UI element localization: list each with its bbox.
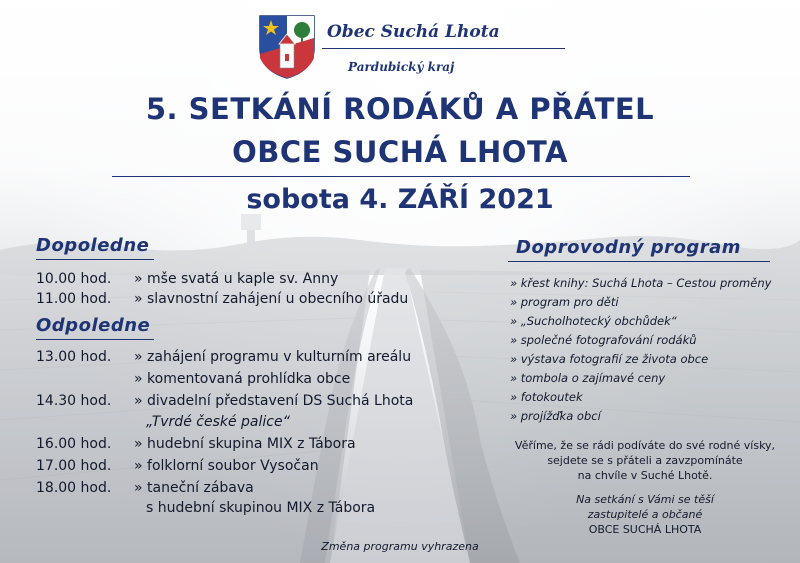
schedule-text: » divadelní představení DS Suchá Lhota bbox=[134, 393, 414, 409]
schedule-row bbox=[36, 393, 414, 409]
schedule-time: 13.00 hod. bbox=[36, 349, 112, 365]
schedule-text: „Tvrdé české palice“ bbox=[146, 414, 290, 430]
schedule-time: 17.00 hod. bbox=[36, 458, 112, 474]
accompanying-item: » tombola o zajímavé ceny bbox=[510, 371, 666, 385]
accompanying-heading-underline bbox=[508, 261, 770, 262]
event-title-line1: 5. SETKÁNÍ RODÁKŮ A PŘÁTEL bbox=[145, 92, 655, 126]
invitation-line: sejdete se s přáteli a zavzpomínáte bbox=[547, 454, 743, 467]
accompanying-item: » křest knihy: Suchá Lhota – Cestou proměny bbox=[510, 276, 772, 290]
schedule-row bbox=[36, 458, 319, 474]
schedule-row bbox=[36, 414, 290, 430]
accompanying-item: » projížďka obcí bbox=[510, 409, 601, 423]
schedule-time: 16.00 hod. bbox=[36, 436, 112, 452]
schedule-time: 18.00 hod. bbox=[36, 480, 112, 496]
schedule-time: 10.00 hod. bbox=[36, 271, 112, 287]
accompanying-item: » program pro děti bbox=[510, 295, 619, 309]
accompanying-item: » „Sucholhotecký obchůdek“ bbox=[510, 314, 677, 328]
accompanying-item: » fotokoutek bbox=[510, 390, 583, 404]
invitation-text bbox=[500, 438, 790, 483]
title-divider bbox=[112, 176, 690, 177]
invitation-line: Věříme, že se rádi podíváte do své rodné vísky, bbox=[514, 439, 776, 452]
schedule-row bbox=[36, 500, 376, 516]
signature-line: OBCE SUCHÁ LHOTA bbox=[588, 523, 702, 536]
schedule-text: » slavnostní zahájení u obecního úřadu bbox=[134, 291, 409, 307]
schedule-row bbox=[36, 271, 339, 287]
invitation-line: na chvíle v Suché Lhotě. bbox=[577, 469, 713, 482]
signature-line: Na setkání s Vámi se těší bbox=[576, 493, 714, 506]
schedule-text: » hudební skupina MIX z Tábora bbox=[134, 436, 356, 452]
municipality-name: Obec Suchá Lhota bbox=[327, 22, 500, 42]
schedule-text: » taneční zábava bbox=[134, 480, 254, 496]
schedule-row bbox=[36, 480, 254, 496]
accompanying-item: » společné fotografování rodáků bbox=[510, 333, 697, 347]
schedule-text: » zahájení programu v kulturním areálu bbox=[134, 349, 412, 365]
region-name: Pardubický kraj bbox=[348, 60, 455, 74]
municipality-crest-icon bbox=[258, 14, 316, 80]
afternoon-heading: Odpoledne bbox=[36, 315, 151, 336]
morning-heading: Dopoledne bbox=[36, 235, 150, 256]
schedule-row bbox=[36, 349, 412, 365]
event-date: sobota 4. ZÁŘÍ 2021 bbox=[246, 184, 554, 215]
program-change-note: Změna programu vyhrazena bbox=[321, 540, 479, 553]
schedule-row bbox=[36, 436, 356, 452]
schedule-row bbox=[36, 291, 409, 307]
header-divider bbox=[322, 48, 565, 49]
invitation-signature bbox=[500, 492, 790, 537]
signature-line: zastupitelé a občané bbox=[587, 508, 703, 521]
accompanying-item: » výstava fotografií ze života obce bbox=[510, 352, 709, 366]
morning-heading-underline bbox=[36, 259, 154, 260]
afternoon-heading-underline bbox=[36, 339, 154, 340]
schedule-text: » mše svatá u kaple sv. Anny bbox=[134, 271, 339, 287]
schedule-time: 14.30 hod. bbox=[36, 393, 112, 409]
event-title-line2: OBCE SUCHÁ LHOTA bbox=[232, 135, 568, 169]
schedule-text: » komentovaná prohlídka obce bbox=[134, 371, 351, 387]
schedule-time: 11.00 hod. bbox=[36, 291, 112, 307]
accompanying-heading: Doprovodný program bbox=[516, 237, 742, 258]
schedule-text: s hudební skupinou MIX z Tábora bbox=[146, 500, 376, 516]
schedule-row bbox=[36, 371, 351, 387]
schedule-text: » folklorní soubor Vysočan bbox=[134, 458, 319, 474]
